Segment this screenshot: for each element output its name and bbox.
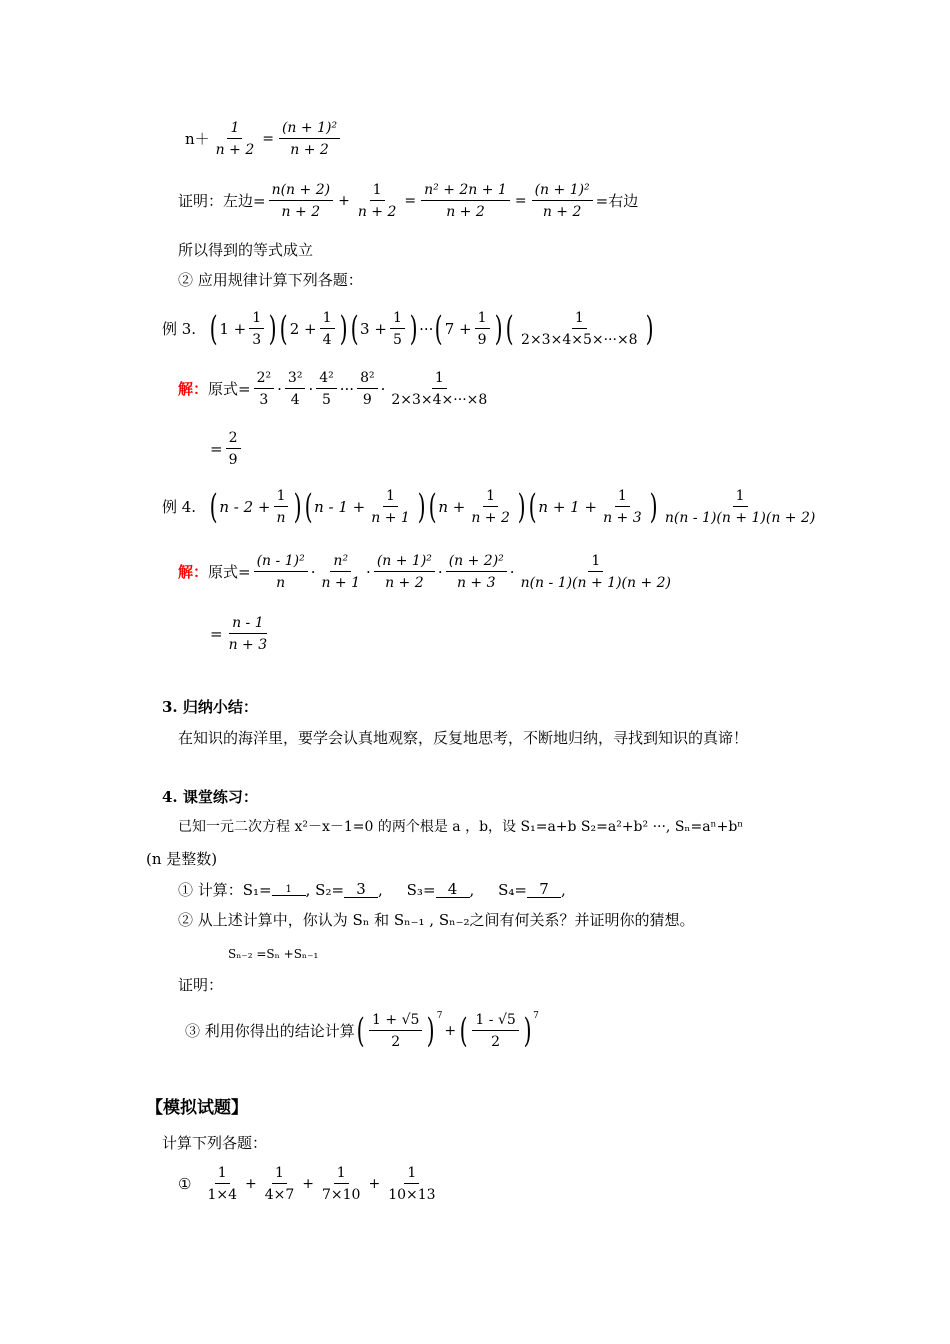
proof-fraction-2: $\frac{1}{n + 2}$ [357,182,397,221]
example-4: 例 4. ( n - 2 + $\frac{1}{n}$ ) ( n - 1 + $\frac{1}{n + 1}$ ) ( n + $\frac{1}{n + 2}$ ) ( n + 1 + $\frac{1}{n + 3}$ ) $\frac{1}{n(n - 1)(n + 1)(n + 2)}$ [162,488,821,526]
solution-4-label: 解： [178,562,209,581]
example-3-label: 例 3. [162,319,197,338]
apply-heading: ② 应用规律计算下列各题： [178,271,363,289]
proof-fraction-4: $\frac{\text{(n + 1)²}}{n + 2}$ [532,182,593,220]
solution-3-label: 解： [178,379,209,398]
solution-3: 解： 原式= $\frac{\text{2²}}{3}$ · $\frac{\text{3²}}{4}$ · $\frac{\text{4²}}{5}$ ··· $\frac{\text{8²}}{9}$ · $\frac{1}{2\times 3\times 4\times\cdot\cdot\cdot\times 8}$ [178,370,493,408]
identity-lhs: n＋ [185,129,210,148]
proof-tail: =右边 [595,191,639,210]
sol4-frac-5: $\frac{1}{n(n - 1)(n + 1)(n + 2)}$ [520,553,672,592]
sol4-result-frac: $\frac{n - 1}{n + 3}$ [228,615,268,654]
ex3-frac-2: $\frac{1}{4}$ [320,310,335,348]
proof-formula: 证明：左边= $\frac{n(n + 2)}{n + 2}$ + $\frac{1}{n + 2}$ = $\frac{\text{n² + 2n + 1}}{n + 2}$ = $\frac{\text{(n + 1)²}}{n + 2}$ =右边 [178,182,639,221]
sol3-frac-2: $\frac{\text{3²}}{4}$ [285,370,306,408]
proof-label: 证明：左边= [178,191,266,210]
practice-line-1: 已知一元二次方程 x²－x－1=0 的两个根是 a ，b，设 S₁=a+b S₂=a²+b² ···, Sₙ=aⁿ+bⁿ [178,819,744,835]
identity-fraction-2: $\frac{\text{(n + 1)²}}{n + 2}$ [279,120,340,158]
mock-intro: 计算下列各题： [162,1134,268,1152]
mock-frac-3: $\frac{1}{7\times 10}$ [322,1165,361,1204]
ex4-frac-1: $\frac{1}{n}$ [274,488,289,526]
identity-fraction-1: $\frac{1}{n + 2}$ [215,120,255,159]
ex4-frac-4: $\frac{1}{n + 3}$ [603,488,642,527]
proof-fraction-1: $\frac{n(n + 2)}{n + 2}$ [269,182,334,220]
practice-q2: ② 从上述计算中，你认为 Sₙ 和 Sₙ₋₁ , Sₙ₋₂之间有何关系？并证明你的猜想。 [178,911,695,929]
ex3-frac-1: $\frac{1}{3}$ [249,310,264,348]
q3-frac-2: $\frac{1 - √5}{2}$ [472,1012,518,1050]
mock-frac-2: $\frac{1}{4\times 7}$ [264,1165,295,1204]
example-4-label: 例 4. [162,497,197,516]
sol3-frac-1: $\frac{\text{2²}}{3}$ [254,370,275,408]
s2-answer: 3 [344,882,378,898]
conclusion-text: 所以得到的等式成立 [178,241,314,259]
ex3-frac-5: $\frac{1}{2\times 3\times 4\times 5\times\cdot\cdot\cdot\times 8}$ [521,310,638,349]
ex4-frac-3: $\frac{1}{n + 2}$ [471,488,510,527]
mock-q1: ① $\frac{1}{1\times 4}$ + $\frac{1}{4\times 7}$ + $\frac{1}{7\times 10}$ + $\frac{1}{10\times 13}$ [178,1165,442,1203]
summary-body: 在知识的海洋里，要学会认真地观察，反复地思考，不断地归纳，寻找到知识的真谛！ [178,729,749,747]
sol4-frac-1: $\frac{\text{(n - 1)²}}{n}$ [254,553,308,591]
ex3-frac-3: $\frac{1}{5}$ [390,310,405,348]
sol4-frac-3: $\frac{\text{(n + 1)²}}{n + 2}$ [374,553,435,591]
s4-answer: 7 [527,882,561,898]
summary-heading: 3. 归纳小结： [162,698,258,716]
ex4-frac-5: $\frac{1}{n(n - 1)(n + 1)(n + 2)}$ [664,488,816,527]
solution-4-result: = $\frac{n - 1}{n + 3}$ [210,615,273,653]
sol3-frac-3: $\frac{\text{4²}}{5}$ [316,370,337,408]
s3-answer: 4 [436,882,470,898]
solution-4: 解： 原式= $\frac{\text{(n - 1)²}}{n}$ · $\frac{\text{n²}}{n + 1}$ · $\frac{\text{(n + 1)²}}{n + 2}$ · $\frac{\text{(n + 2)²}}{n + 3}$ · $\frac{1}{n(n - 1)(n + 1)(n + 2)}$ [178,553,677,591]
practice-proof-label: 证明： [178,976,224,994]
mock-frac-1: $\frac{1}{1\times 4}$ [207,1165,237,1204]
s1-answer: 1 [272,885,306,896]
sol4-frac-2: $\frac{\text{n²}}{n + 1}$ [321,553,361,592]
proof-fraction-3: $\frac{\text{n² + 2n + 1}}{n + 2}$ [421,182,510,220]
practice-relation: Sₙ₋₂ =Sₙ +Sₙ₋₁ [228,947,319,961]
sol3-result-frac: $\frac{2}{9}$ [226,430,241,468]
sol4-frac-4: $\frac{\text{(n + 2)²}}{n + 3}$ [446,553,507,591]
practice-q3: ③ 利用你得出的结论计算 ( $\frac{1 + √5}{2}$ ) $^7$ + ( $\frac{1 - √5}{2}$ ) $^7$ [185,1011,539,1052]
sol3-frac-5: $\frac{1}{2\times 3\times 4\times\cdot\cdot\cdot\times 8}$ [391,370,488,409]
sol3-frac-4: $\frac{\text{8²}}{9}$ [357,370,378,408]
ex4-frac-2: $\frac{1}{n + 1}$ [371,488,410,527]
practice-q1: ① 计算：S₁= 1 , S₂= 3 , S₃= 4 , S₄= 7 , [178,880,566,899]
solution-3-result: = $\frac{2}{9}$ [210,430,244,468]
practice-line-2: (n 是整数) [146,850,218,868]
q3-frac-1: $\frac{1 + √5}{2}$ [369,1012,422,1050]
practice-heading: 4. 课堂练习： [162,788,258,806]
example-3: 例 3. ( 1 + $\frac{1}{3}$ ) ( 2 + $\frac{1}{4}$ ) ( 3 + $\frac{1}{5}$ ) ··· ( 7 + $\frac{1}{9}$ ) ( $\frac{1}{2\times 3\times 4\times 5\times\cdot\cdot\cdot\times 8}$ ) [162,309,654,350]
identity-formula: n＋ $\frac{1}{n + 2}$ = $\frac{\text{(n + 1)²}}{n + 2}$ [185,120,343,158]
ex3-frac-4: $\frac{1}{9}$ [475,310,490,348]
mock-frac-4: $\frac{1}{10\times 13}$ [388,1165,436,1204]
mock-heading: 【模拟试题】 [146,1098,248,1118]
